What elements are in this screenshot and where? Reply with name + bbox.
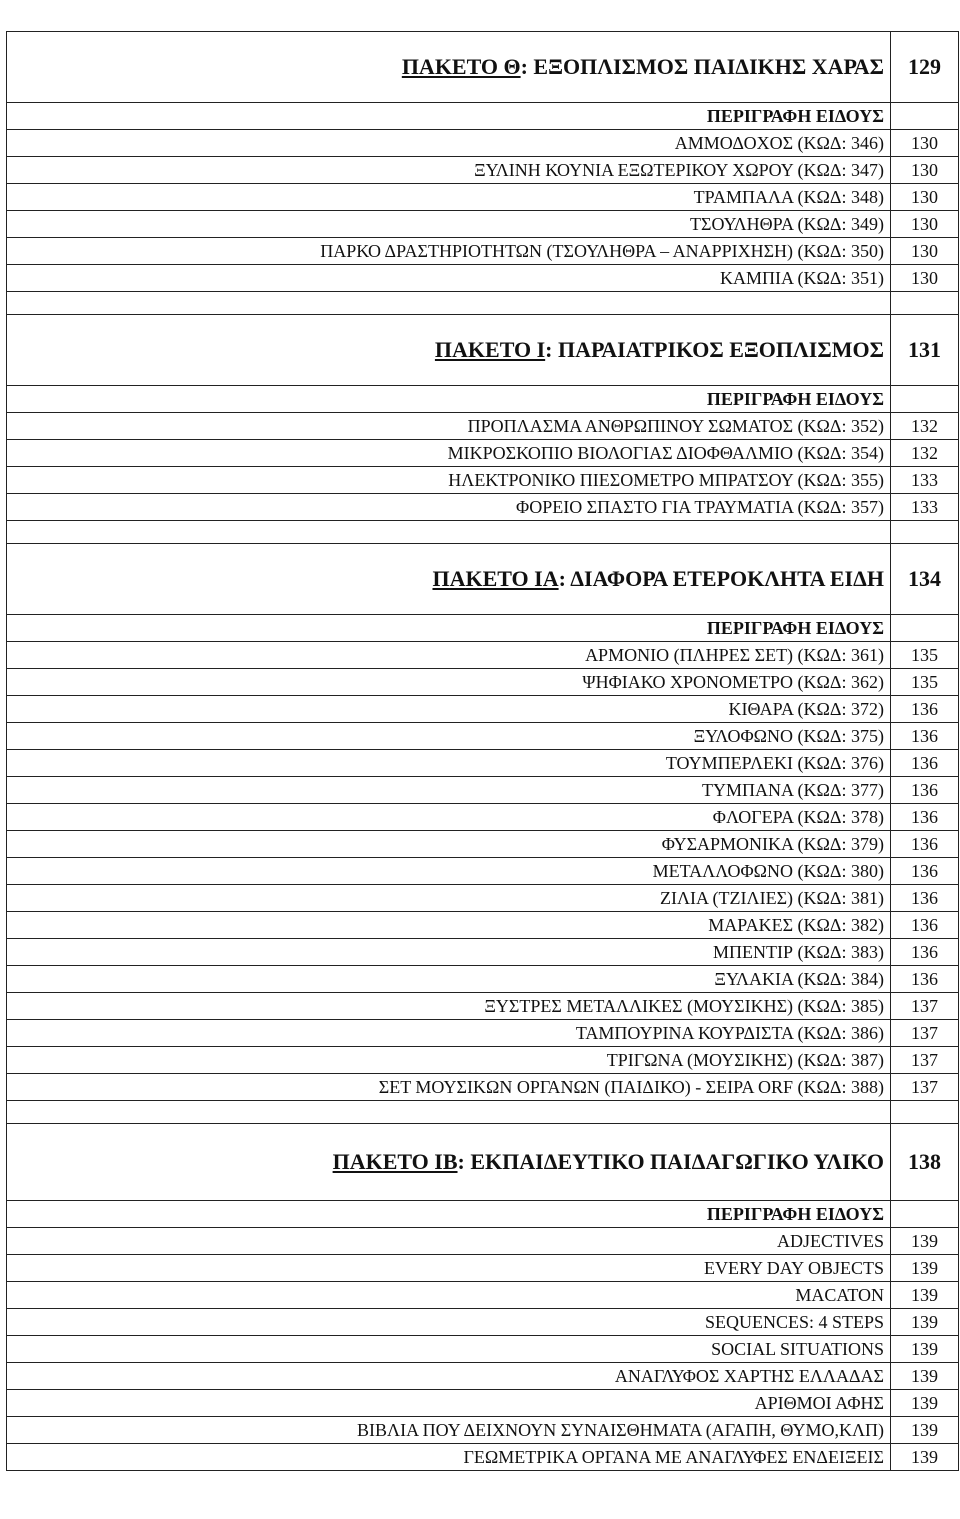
table-row — [7, 1390, 959, 1417]
item-page-number: 139 — [891, 1309, 959, 1336]
item-description: ΒΙΒΛΙΑ ΠΟΥ ΔΕΙΧΝΟΥΝ ΣΥΝΑΙΣΘΗΜΑΤΑ (ΑΓΑΠΗ, ΘΥΜΟ,ΚΛΠ) — [7, 1417, 891, 1444]
section-title — [7, 32, 891, 103]
table-row — [7, 642, 959, 669]
table-row — [7, 912, 959, 939]
section-page-number: 138 — [891, 1124, 959, 1201]
spacer-row — [7, 1101, 959, 1124]
item-page-number: 136 — [891, 858, 959, 885]
item-description: ΦΟΡΕΙΟ ΣΠΑΣΤΟ ΓΙΑ ΤΡΑΥΜΑΤΙΑ (ΚΩΔ: 357) — [7, 494, 891, 521]
item-page-number: 136 — [891, 831, 959, 858]
column-subheader-row — [7, 615, 959, 642]
table-row — [7, 184, 959, 211]
item-description: ΤΥΜΠΑΝΑ (ΚΩΔ: 377) — [7, 777, 891, 804]
section-heading-row — [7, 315, 959, 386]
table-row — [7, 1020, 959, 1047]
item-description: ADJECTIVES — [7, 1228, 891, 1255]
table-row — [7, 723, 959, 750]
item-description: ΠΡΟΠΛΑΣΜΑ ΑΝΘΡΩΠΙΝΟΥ ΣΩΜΑΤΟΣ (ΚΩΔ: 352) — [7, 413, 891, 440]
item-description: ΠΑΡΚΟ ΔΡΑΣΤΗΡΙΟΤΗΤΩΝ (ΤΣΟΥΛΗΘΡΑ – ΑΝΑΡΡΙΧΗΣΗ) (ΚΩΔ: 350) — [7, 238, 891, 265]
column-subheader-row — [7, 1201, 959, 1228]
table-row — [7, 858, 959, 885]
item-description: ΤΡΙΓΩΝΑ (ΜΟΥΣΙΚΗΣ) (ΚΩΔ: 387) — [7, 1047, 891, 1074]
item-description: SEQUENCES: 4 STEPS — [7, 1309, 891, 1336]
section-code: ΠΑΚΕΤΟ Θ — [401, 54, 521, 79]
section-title — [7, 315, 891, 386]
column-subheader: ΠΕΡΙΓΡΑΦΗ ΕΙΔΟΥΣ — [7, 103, 891, 130]
table-row — [7, 1074, 959, 1101]
empty-cell — [891, 615, 959, 642]
table-row — [7, 885, 959, 912]
empty-cell — [891, 103, 959, 130]
item-description: ΚΑΜΠΙΑ (ΚΩΔ: 351) — [7, 265, 891, 292]
empty-cell — [891, 1201, 959, 1228]
item-description: ΑΡΙΘΜΟΙ ΑΦΗΣ — [7, 1390, 891, 1417]
item-description: ΜΙΚΡΟΣΚΟΠΙΟ ΒΙΟΛΟΓΙΑΣ ΔΙΟΦΘΑΛΜΙΟ (ΚΩΔ: 354) — [7, 440, 891, 467]
item-page-number: 139 — [891, 1228, 959, 1255]
item-page-number: 136 — [891, 804, 959, 831]
table-row — [7, 1047, 959, 1074]
column-subheader-row — [7, 103, 959, 130]
table-row — [7, 750, 959, 777]
empty-cell — [891, 1101, 959, 1124]
item-page-number: 137 — [891, 1020, 959, 1047]
table-row — [7, 1417, 959, 1444]
section-title-text: : ΔΙΑΦΟΡΑ ΕΤΕΡΟΚΛΗΤΑ ΕΙΔΗ — [558, 566, 884, 591]
section-page-number: 129 — [891, 32, 959, 103]
item-description: ΜΠΕΝΤΙΡ (ΚΩΔ: 383) — [7, 939, 891, 966]
empty-cell — [891, 521, 959, 544]
item-page-number: 136 — [891, 777, 959, 804]
item-page-number: 135 — [891, 642, 959, 669]
item-page-number: 130 — [891, 130, 959, 157]
toc-body — [7, 32, 959, 1471]
item-description: ΜΕΤΑΛΛΟΦΩΝΟ (ΚΩΔ: 380) — [7, 858, 891, 885]
item-description: ΞΥΛΑΚΙΑ (ΚΩΔ: 384) — [7, 966, 891, 993]
section-title-text: : ΕΚΠΑΙΔΕΥΤΙΚΟ ΠΑΙΔΑΓΩΓΙΚΟ ΥΛΙΚΟ — [457, 1149, 884, 1174]
item-description: ΑΜΜΟΔΟΧΟΣ (ΚΩΔ: 346) — [7, 130, 891, 157]
spacer-row — [7, 292, 959, 315]
table-row — [7, 1363, 959, 1390]
empty-cell — [891, 292, 959, 315]
item-description: ΤΣΟΥΛΗΘΡΑ (ΚΩΔ: 349) — [7, 211, 891, 238]
item-description: MACATON — [7, 1282, 891, 1309]
table-row — [7, 966, 959, 993]
item-description: EVERY DAY OBJECTS — [7, 1255, 891, 1282]
table-row — [7, 1255, 959, 1282]
column-subheader-row — [7, 386, 959, 413]
item-page-number: 132 — [891, 440, 959, 467]
section-title — [7, 544, 891, 615]
item-description: ΤΟΥΜΠΕΡΛΕΚΙ (ΚΩΔ: 376) — [7, 750, 891, 777]
item-page-number: 139 — [891, 1417, 959, 1444]
item-description: ΓΕΩΜΕΤΡΙΚΑ ΟΡΓΑΝΑ ΜΕ ΑΝΑΓΛΥΦΕΣ ΕΝΔΕΙΞΕΙΣ — [7, 1444, 891, 1471]
section-title-text: : ΕΞΟΠΛΙΣΜΟΣ ΠΑΙΔΙΚΗΣ ΧΑΡΑΣ — [520, 54, 884, 79]
table-row — [7, 494, 959, 521]
section-page-number: 134 — [891, 544, 959, 615]
item-description: ΜΑΡΑΚΕΣ (ΚΩΔ: 382) — [7, 912, 891, 939]
item-page-number: 139 — [891, 1363, 959, 1390]
spacer-row — [7, 521, 959, 544]
item-description: ΑΝΑΓΛΥΦΟΣ ΧΑΡΤΗΣ ΕΛΛΑΔΑΣ — [7, 1363, 891, 1390]
item-page-number: 133 — [891, 467, 959, 494]
item-description: ΨΗΦΙΑΚΟ ΧΡΟΝΟΜΕΤΡΟ (ΚΩΔ: 362) — [7, 669, 891, 696]
section-heading-row — [7, 1124, 959, 1201]
item-description: ΑΡΜΟΝΙΟ (ΠΛΗΡΕΣ ΣΕΤ) (ΚΩΔ: 361) — [7, 642, 891, 669]
item-description: ΚΙΘΑΡΑ (ΚΩΔ: 372) — [7, 696, 891, 723]
item-page-number: 139 — [891, 1255, 959, 1282]
item-page-number: 136 — [891, 885, 959, 912]
section-heading-row — [7, 32, 959, 103]
section-page-number: 131 — [891, 315, 959, 386]
item-page-number: 136 — [891, 723, 959, 750]
section-title-text: : ΠΑΡΑΙΑΤΡΙΚΟΣ ΕΞΟΠΛΙΣΜΟΣ — [545, 337, 884, 362]
item-description: ΦΥΣΑΡΜΟΝΙΚΑ (ΚΩΔ: 379) — [7, 831, 891, 858]
item-page-number: 136 — [891, 912, 959, 939]
table-row — [7, 157, 959, 184]
empty-cell — [7, 292, 891, 315]
table-row — [7, 993, 959, 1020]
table-of-contents — [6, 31, 959, 1471]
column-subheader: ΠΕΡΙΓΡΑΦΗ ΕΙΔΟΥΣ — [7, 386, 891, 413]
section-heading-row — [7, 544, 959, 615]
table-row — [7, 804, 959, 831]
item-page-number: 136 — [891, 750, 959, 777]
item-page-number: 137 — [891, 1074, 959, 1101]
table-row — [7, 669, 959, 696]
item-description: ΞΥΛΟΦΩΝΟ (ΚΩΔ: 375) — [7, 723, 891, 750]
item-page-number: 136 — [891, 966, 959, 993]
item-description: ΤΑΜΠΟΥΡΙΝΑ ΚΟΥΡΔΙΣΤΑ (ΚΩΔ: 386) — [7, 1020, 891, 1047]
item-description: ΦΛΟΓΕΡΑ (ΚΩΔ: 378) — [7, 804, 891, 831]
table-row — [7, 238, 959, 265]
table-row — [7, 939, 959, 966]
table-row — [7, 467, 959, 494]
item-page-number: 130 — [891, 184, 959, 211]
table-row — [7, 1309, 959, 1336]
section-code: ΠΑΚΕΤΟ ΙΑ — [432, 566, 559, 591]
table-row — [7, 1336, 959, 1363]
item-page-number: 130 — [891, 211, 959, 238]
item-description: ΣΕΤ ΜΟΥΣΙΚΩΝ ΟΡΓΑΝΩΝ (ΠΑΙΔΙΚΟ) - ΣΕΙΡΑ ORF (ΚΩΔ: 388) — [7, 1074, 891, 1101]
table-row — [7, 440, 959, 467]
table-row — [7, 1444, 959, 1471]
item-page-number: 136 — [891, 939, 959, 966]
column-subheader: ΠΕΡΙΓΡΑΦΗ ΕΙΔΟΥΣ — [7, 615, 891, 642]
empty-cell — [891, 386, 959, 413]
item-description: ΗΛΕΚΤΡΟΝΙΚΟ ΠΙΕΣΟΜΕΤΡΟ ΜΠΡΑΤΣΟΥ (ΚΩΔ: 355) — [7, 467, 891, 494]
item-page-number: 136 — [891, 696, 959, 723]
item-page-number: 130 — [891, 238, 959, 265]
item-page-number: 139 — [891, 1282, 959, 1309]
table-row — [7, 130, 959, 157]
section-title — [7, 1124, 891, 1201]
section-code: ΠΑΚΕΤΟ Ι — [434, 337, 546, 362]
table-row — [7, 831, 959, 858]
table-row — [7, 265, 959, 292]
empty-cell — [7, 521, 891, 544]
item-description: ΞΥΛΙΝΗ ΚΟΥΝΙΑ ΕΞΩΤΕΡΙΚΟΥ ΧΩΡΟΥ (ΚΩΔ: 347) — [7, 157, 891, 184]
empty-cell — [7, 1101, 891, 1124]
item-page-number: 132 — [891, 413, 959, 440]
table-row — [7, 777, 959, 804]
item-page-number: 139 — [891, 1390, 959, 1417]
section-code: ΠΑΚΕΤΟ ΙΒ — [332, 1149, 458, 1174]
table-row — [7, 211, 959, 238]
item-page-number: 139 — [891, 1444, 959, 1471]
item-page-number: 135 — [891, 669, 959, 696]
table-row — [7, 1228, 959, 1255]
item-description: ΖΙΛΙΑ (ΤΖΙΛΙΕΣ) (ΚΩΔ: 381) — [7, 885, 891, 912]
item-description: ΤΡΑΜΠΑΛΑ (ΚΩΔ: 348) — [7, 184, 891, 211]
table-row — [7, 1282, 959, 1309]
item-description: ΞΥΣΤΡΕΣ ΜΕΤΑΛΛΙΚΕΣ (ΜΟΥΣΙΚΗΣ) (ΚΩΔ: 385) — [7, 993, 891, 1020]
item-page-number: 133 — [891, 494, 959, 521]
item-page-number: 137 — [891, 1047, 959, 1074]
table-row — [7, 413, 959, 440]
item-description: SOCIAL SITUATIONS — [7, 1336, 891, 1363]
item-page-number: 130 — [891, 157, 959, 184]
item-page-number: 137 — [891, 993, 959, 1020]
item-page-number: 130 — [891, 265, 959, 292]
item-page-number: 139 — [891, 1336, 959, 1363]
column-subheader: ΠΕΡΙΓΡΑΦΗ ΕΙΔΟΥΣ — [7, 1201, 891, 1228]
table-row — [7, 696, 959, 723]
